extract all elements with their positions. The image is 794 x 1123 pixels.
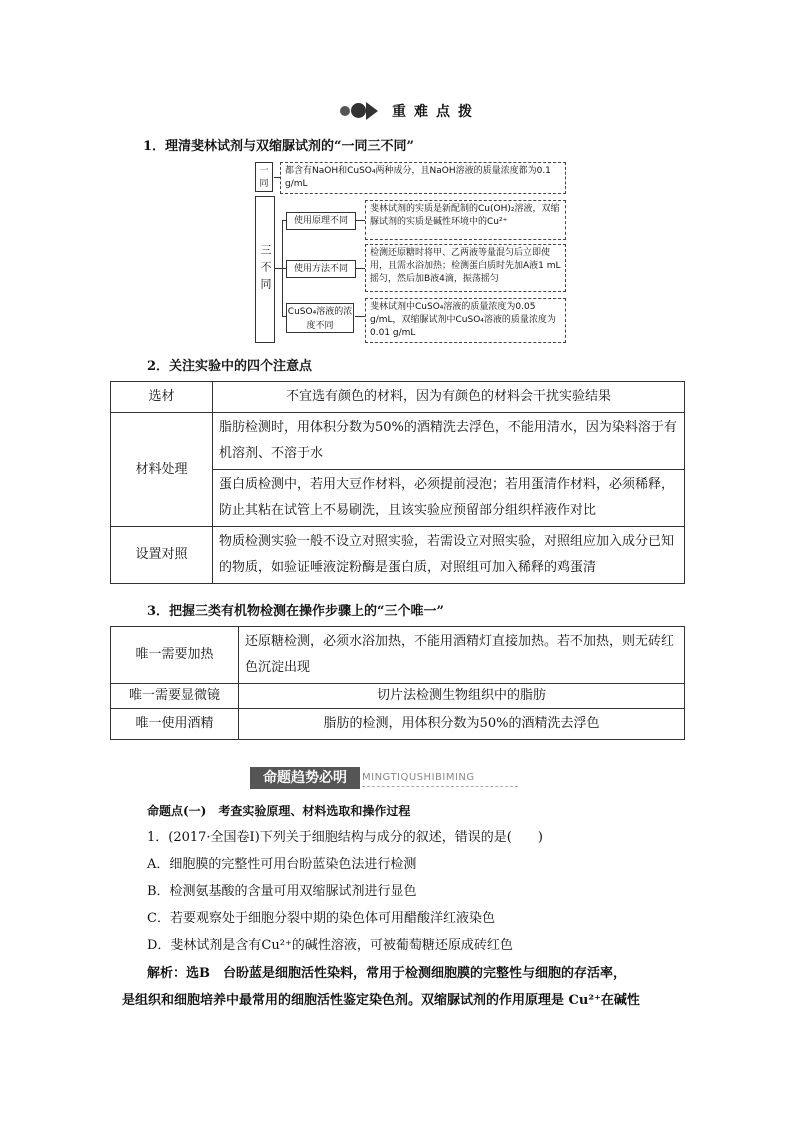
table-row <box>111 382 685 413</box>
diff-row-text: 斐林试剂的实质是新配制的Cu(OH)₂溶液，双缩脲试剂的实质是碱性环境中的Cu²⁺ <box>365 200 566 240</box>
table-cell: 物质检测实验一般不设立对照实验，若需设立对照实验，对照组应加入成分已知的物质，如验证唾液淀粉酶是蛋白质，对照组可加入稀释的鸡蛋清 <box>213 527 685 584</box>
diff-row-label: 使用原理不同 <box>286 212 356 230</box>
banner-title: 命题趋势必明 <box>250 767 360 789</box>
table-cell: 选材 <box>111 382 213 413</box>
table-cell: 唯一需要显微镜 <box>111 684 239 709</box>
option: A．细胞膜的完整性可用台盼蓝染色法进行检测 <box>147 857 417 872</box>
option: B．检测氨基酸的含量可用双缩脲试剂进行显色 <box>147 884 417 899</box>
heading-2: 2．关注实验中的四个注意点 <box>147 359 313 374</box>
dot-icon <box>340 106 350 116</box>
table-cell: 脂肪的检测，用体积分数为50%的酒精洗去浮色 <box>239 709 685 740</box>
table-cell: 唯一使用酒精 <box>111 709 239 740</box>
divider <box>362 786 518 787</box>
table-cell: 不宜选有颜色的材料，因为有颜色的材料会干扰实验结果 <box>213 382 685 413</box>
section-title: 重难点拨 <box>392 104 480 120</box>
table-row <box>111 684 685 709</box>
dot-icon <box>351 103 366 118</box>
section-header <box>0 98 794 124</box>
arrow-icon <box>366 102 378 120</box>
comparison-diagram <box>255 158 575 346</box>
same-label: 一同 <box>255 162 273 192</box>
table-row <box>111 413 685 470</box>
option: D．斐林试剂是含有Cu²⁺的碱性溶液，可被葡萄糖还原成砖红色 <box>147 938 513 953</box>
table-cell: 唯一需要加热 <box>111 627 239 684</box>
diff-row-text: 斐林试剂中CuSO₄溶液的质量浓度为0.05 g/mL，双缩脲试剂中CuSO₄溶液的质量浓度为0.01 g/mL <box>365 298 566 343</box>
question-point: 命题点(一) 考查实验原理、材料选取和操作过程 <box>147 804 411 818</box>
table-cell: 脂肪检测时，用体积分数为50%的酒精洗去浮色，不能用清水，因为染料溶于有机溶剂、不溶于水 <box>213 413 685 470</box>
question-stem: 1．(2017·全国卷Ⅰ)下列关于细胞结构与成分的叙述，错误的是( ) <box>147 830 543 845</box>
table-cell: 设置对照 <box>111 527 213 584</box>
heading-1: 1．理清斐林试剂与双缩脲试剂的“一同三不同” <box>143 139 415 154</box>
same-text: 都含有NaOH和CuSO₄两种成分，且NaOH溶液的质量浓度都为0.1 g/mL <box>280 162 566 194</box>
diff-row-label: 使用方法不同 <box>286 260 356 278</box>
analysis-text: 是组织和细胞培养中最常用的细胞活性鉴定染色剂。双缩脲试剂的作用原理是 Cu²⁺在碱性 <box>122 993 640 1008</box>
table-row <box>111 709 685 740</box>
unique-table <box>110 626 685 740</box>
table-cell: 材料处理 <box>111 413 213 527</box>
option: C．若要观察处于细胞分裂中期的染色体可用醋酸洋红液染色 <box>147 911 495 926</box>
heading-3: 3．把握三类有机物检测在操作步骤上的“三个唯一” <box>147 604 445 619</box>
table-row <box>111 627 685 684</box>
diff-row-label: CuSO₄溶液的浓度不同 <box>286 303 354 333</box>
notes-table <box>110 381 685 584</box>
table-cell: 还原糖检测，必须水浴加热，不能用酒精灯直接加热。若不加热，则无砖红色沉淀出现 <box>239 627 685 684</box>
diff-row-text: 检测还原糖时将甲、乙两液等量混匀后立即使用，且需水浴加热；检测蛋白质时先加A液1 mL摇匀，然后加B液4滴，振荡摇匀 <box>365 244 566 292</box>
table-cell: 蛋白质检测中，若用大豆作材料，必须提前浸泡；若用蛋清作材料，必须稀释，防止其粘在试管上不易刷洗，且该实验应预留部分组织样液作对比 <box>213 470 685 527</box>
table-cell: 切片法检测生物组织中的脂肪 <box>239 684 685 709</box>
banner-subtitle: MINGTIQUSHIBIMING <box>362 772 475 783</box>
table-row <box>111 527 685 584</box>
diff-label: 三不同 <box>255 196 275 343</box>
analysis-text: 解析：选B 台盼蓝是细胞活性染料，常用于检测细胞膜的完整性与细胞的存活率， <box>147 966 626 981</box>
